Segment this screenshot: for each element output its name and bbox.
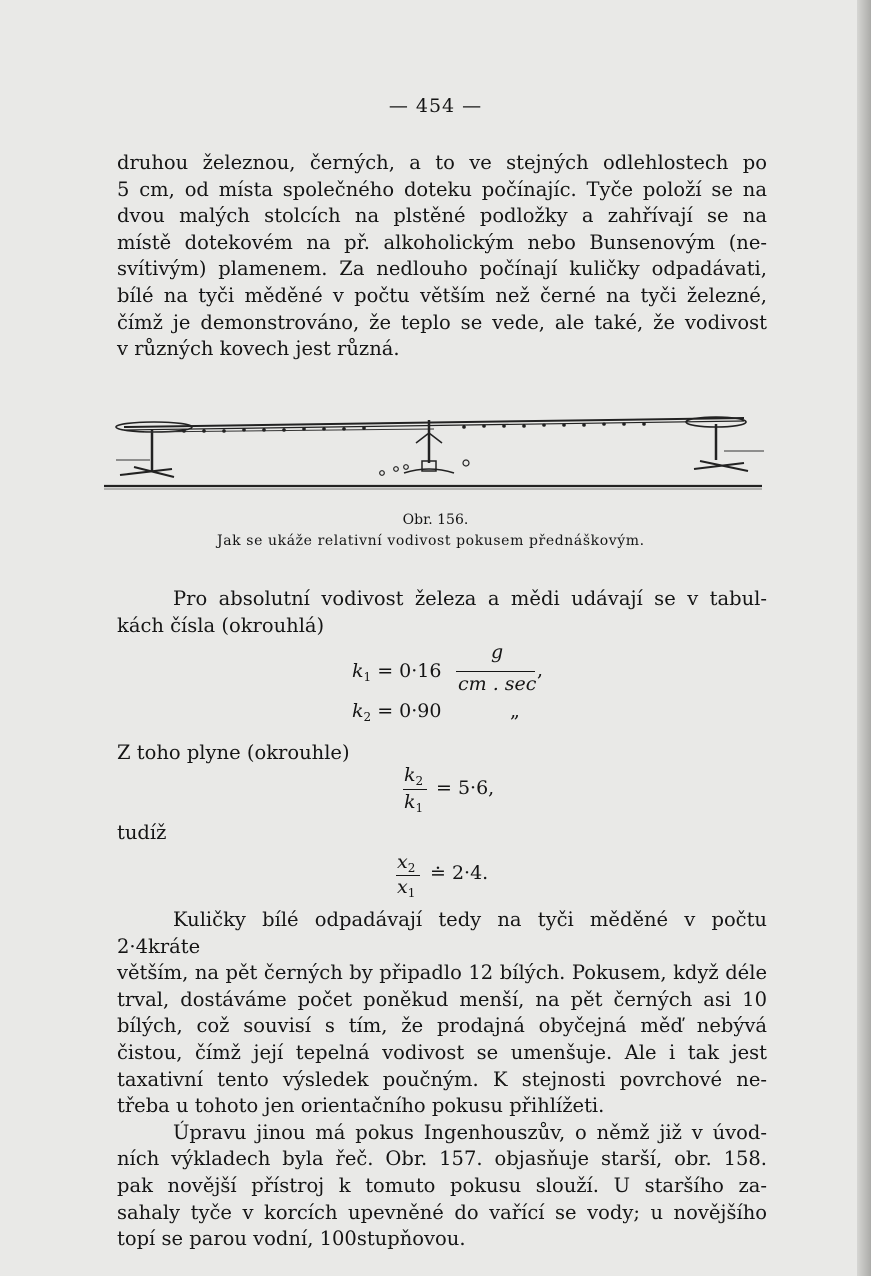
page-number: — 454 — (388, 95, 483, 117)
formula-var: k (352, 700, 364, 722)
text-line: taxativní tento výsledek poučným. K stejnosti povrchové ne- (117, 1067, 767, 1091)
text-line: 5 cm, od místa společného doteku počínajíc. Tyče položí se na (117, 177, 767, 201)
figure-number: Obr. 156. (402, 512, 469, 528)
formula-k1-numerator: g (491, 641, 504, 663)
text-line: svítivým) plamenem. Za nedlouho počínají kuličky odpadávati, (117, 257, 767, 281)
text-line: trval, dostáváme počet poněkud menší, na pět černých asi 10 (117, 987, 767, 1011)
formula-k1-denominator: cm . sec (458, 673, 537, 695)
paragraph-1 (117, 150, 767, 363)
text-line: Pro absolutní vodivost železa a mědi udávají se v tabul- (173, 587, 767, 610)
text-line: druhou železnou, černých, a to ve stejných odlehlostech po (117, 151, 767, 174)
formula-subscript: 1 (407, 886, 416, 900)
paragraph-2 (117, 586, 767, 639)
formula-ratio-k-value: = 5·6, (436, 777, 495, 799)
formula-subscript: 2 (415, 774, 424, 788)
figure-caption: Jak se ukáže relativní vodivost pokusem přednáškovým. (217, 533, 645, 549)
text-line: Úpravu jinou má pokus Ingenhouszův, o němž již v úvod- (173, 1120, 767, 1144)
text-line: sahaly tyče v korcích upevněné do vařící se vody; u novějšího (117, 1200, 767, 1224)
formula-var: x (397, 876, 408, 898)
formula-var: k (404, 764, 416, 786)
text-line: bílé na tyči měděné v počtu větším než černé na tyči železné, (117, 283, 767, 307)
formula-subscript: 2 (363, 710, 372, 724)
formula-k1 (352, 660, 441, 682)
formula-value: = 0·90 (377, 700, 442, 722)
text-line: čistou, čímž její tepelná vodivost se umenšuje. Ale i tak jest (117, 1040, 767, 1064)
text-line-last: třeba u tohoto jen orientačního pokusu přihlížeti. (117, 1094, 605, 1118)
text-line: větším, na pět černých by připadlo 12 bílých. Pokusem, když déle (117, 961, 767, 985)
page-edge (857, 0, 871, 1276)
paragraph-5 (117, 907, 767, 1253)
formula-k1-tail: , (537, 659, 544, 681)
text-line-last: topí se parou vodní, 100stupňovou. (117, 1227, 466, 1251)
formula-var: k (352, 660, 364, 682)
figure-illustration (104, 405, 764, 495)
formula-var: k (404, 791, 416, 813)
text-line: místě dotekovém na př. alkoholickým nebo Bunsenovým (ne- (117, 230, 767, 254)
text-line: Kuličky bílé odpadávají tedy na tyči měděné v počtu 2·4kráte (117, 908, 767, 958)
text-line: dvou malých stolcích na plstěné podložky a zahřívají se na (117, 204, 767, 228)
text-line: ních výkladech byla řeč. Obr. 157. objasňuje starší, obr. 158. (117, 1147, 767, 1171)
paragraph-4: tudíž (117, 821, 167, 844)
formula-ratio-x-numerator (397, 851, 415, 873)
apparatus-drawing (104, 405, 764, 495)
formula-subscript: 2 (407, 861, 416, 875)
formula-ratio-x-denominator (397, 876, 415, 898)
formula-ratio-k-numerator (404, 764, 423, 786)
formula-value: = 0·16 (377, 660, 442, 682)
paragraph-3: Z toho plyne (okrouhle) (117, 741, 350, 764)
text-line-last: kách čísla (okrouhlá) (117, 613, 325, 637)
formula-ratio-k-denominator (404, 791, 423, 813)
text-line-last: v různých kovech jest různá. (117, 337, 400, 361)
formula-subscript: 1 (415, 801, 424, 815)
text-line: čímž je demonstrováno, že teplo se vede, ale také, že vodivost (117, 310, 767, 334)
text-line: bílých, což souvisí s tím, že prodajná obyčejná měď nebývá (117, 1014, 767, 1038)
text-line: pak novější přístroj k tomuto pokusu slouží. U staršího za- (117, 1173, 767, 1197)
formula-subscript: 1 (363, 670, 372, 684)
formula-k2 (352, 700, 441, 722)
formula-ratio-x-value: ≐ 2·4. (430, 862, 489, 884)
ditto-mark: „ (510, 700, 520, 722)
formula-var: x (397, 851, 408, 873)
